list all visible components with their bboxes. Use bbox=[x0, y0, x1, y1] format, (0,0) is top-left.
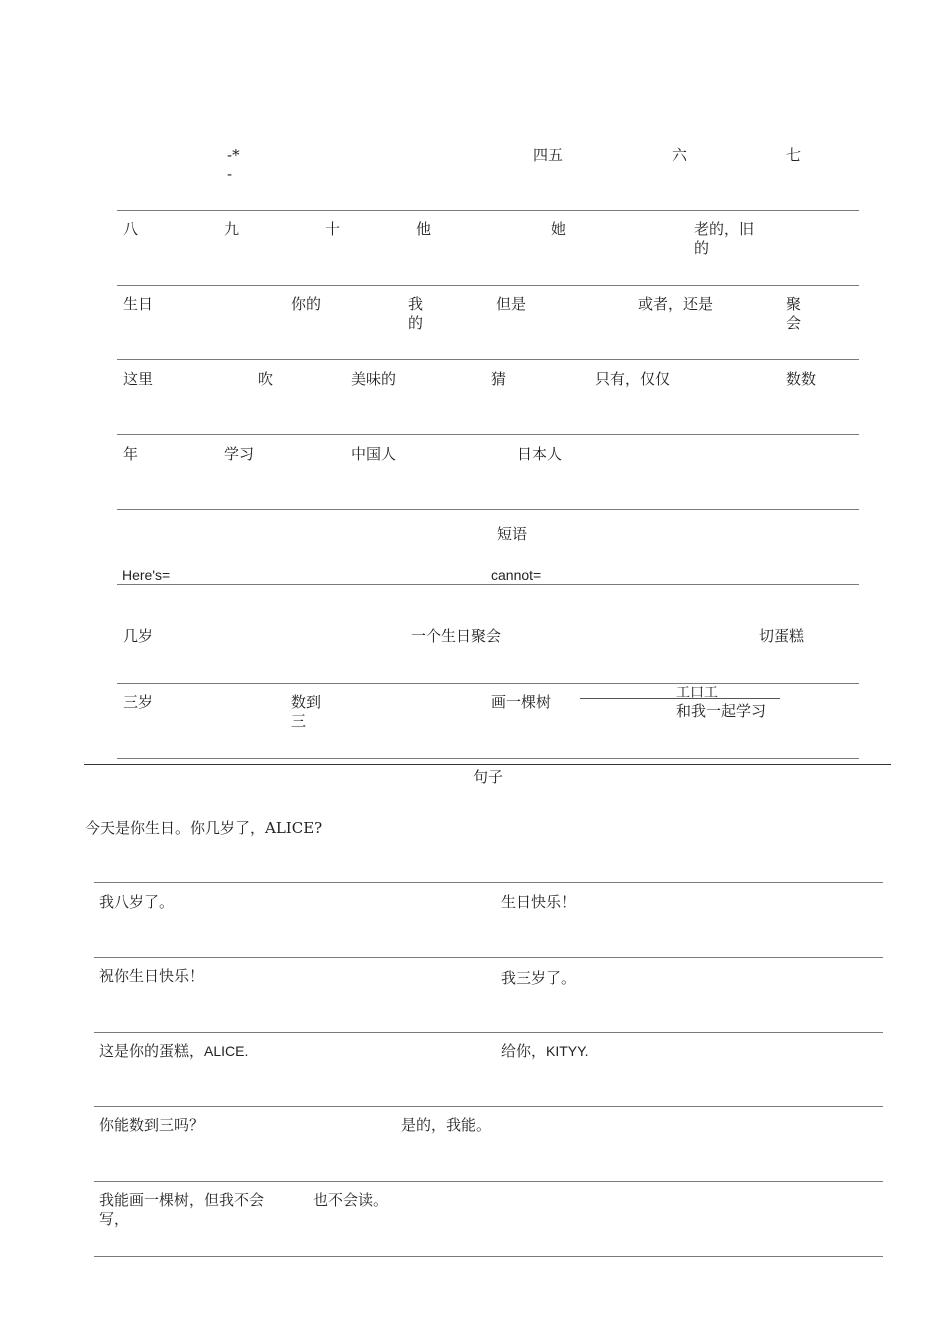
table-rule bbox=[94, 1256, 883, 1257]
vocab-word: 吹 bbox=[258, 370, 274, 388]
sentence: 生日快乐！ bbox=[501, 893, 577, 911]
table-rule bbox=[94, 1032, 883, 1033]
table-rule bbox=[117, 359, 859, 360]
phrase: 工口工 bbox=[676, 685, 718, 701]
phrase: 和我一起学习 bbox=[676, 702, 767, 720]
vocab-word: 十 bbox=[325, 220, 341, 238]
table-rule bbox=[117, 210, 859, 211]
vocab-word: 猜 bbox=[491, 370, 507, 388]
sentences-heading: 句子 bbox=[473, 768, 504, 786]
vocab-word: 学习 bbox=[224, 445, 255, 463]
vocab-word: 我的 bbox=[408, 295, 424, 332]
contraction-prompt: Here's= bbox=[122, 567, 171, 583]
phrases-heading: 短语 bbox=[497, 525, 528, 543]
sentence-text-latin: KITYY. bbox=[546, 1043, 589, 1059]
vocab-word: 数数 bbox=[786, 370, 817, 388]
vocab-word: 七 bbox=[786, 146, 802, 164]
table-rule bbox=[117, 758, 859, 759]
vocab-word: 八 bbox=[123, 220, 139, 238]
vocab-word-text: -* - bbox=[227, 146, 240, 183]
vocab-word: 你的 bbox=[291, 295, 322, 313]
phrase: 几岁 bbox=[123, 627, 154, 645]
vocab-word: 六 bbox=[672, 146, 688, 164]
vocab-word: 老的，旧的 bbox=[694, 220, 755, 257]
vocab-word: 美味的 bbox=[351, 370, 397, 388]
table-rule bbox=[94, 1181, 883, 1182]
vocab-word: 这里 bbox=[123, 370, 154, 388]
sentence: 也不会读。 bbox=[313, 1191, 389, 1209]
sentence-text: 这是你的蛋糕， bbox=[99, 1042, 205, 1060]
phrase: 三岁 bbox=[123, 693, 154, 711]
phrase: 一个生日聚会 bbox=[411, 627, 502, 645]
vocab-word: 中国人 bbox=[351, 445, 397, 463]
table-rule bbox=[117, 683, 859, 684]
table-rule bbox=[94, 882, 883, 883]
vocab-word: 或者，还是 bbox=[638, 295, 714, 313]
vocab-word: 日本人 bbox=[517, 445, 563, 463]
table-rule bbox=[117, 285, 859, 286]
sentence: 我能画一棵树，但我不会写， bbox=[99, 1191, 265, 1228]
vocab-word: 但是 bbox=[496, 295, 527, 313]
phrase bbox=[282, 693, 330, 731]
phrase-text: 数到三 bbox=[291, 693, 322, 730]
sentence: 我三岁了。 bbox=[501, 969, 577, 987]
sentence-text: 今天是你生日。你几岁了，ALICE? bbox=[85, 819, 323, 837]
sentence-text: 给你， bbox=[501, 1042, 547, 1060]
sentence: 我八岁了。 bbox=[99, 893, 175, 911]
sentence: 祝你生日快乐！ bbox=[99, 967, 205, 985]
table-rule bbox=[117, 434, 859, 435]
section-divider bbox=[84, 764, 891, 765]
vocab-word: 她 bbox=[551, 220, 567, 238]
sentence bbox=[501, 1042, 589, 1061]
vocab-word: 年 bbox=[123, 445, 139, 463]
vocab-word: 生日 bbox=[123, 295, 154, 313]
sentence: 你能数到三吗？ bbox=[99, 1116, 205, 1134]
vocab-word: 他 bbox=[416, 220, 432, 238]
phrase: 切蛋糕 bbox=[759, 627, 805, 645]
sentence: 是的，我能。 bbox=[401, 1116, 492, 1134]
vocab-word: 只有，仅仅 bbox=[595, 370, 671, 388]
vocab-word: 四五 bbox=[533, 146, 564, 164]
vocab-word bbox=[786, 295, 846, 333]
vocab-word: 九 bbox=[224, 220, 240, 238]
sentence bbox=[99, 1042, 248, 1061]
sentence bbox=[85, 819, 322, 838]
phrase: 画一棵树 bbox=[491, 693, 552, 711]
contraction-prompt: cannot= bbox=[491, 567, 542, 583]
table-rule bbox=[94, 957, 883, 958]
vocab-word-text: 聚会 bbox=[786, 295, 828, 332]
table-rule bbox=[117, 584, 859, 585]
table-rule bbox=[94, 1106, 883, 1107]
table-rule bbox=[117, 509, 859, 510]
sentence-text-latin: ALICE. bbox=[204, 1043, 249, 1059]
vocab-word bbox=[227, 146, 257, 184]
